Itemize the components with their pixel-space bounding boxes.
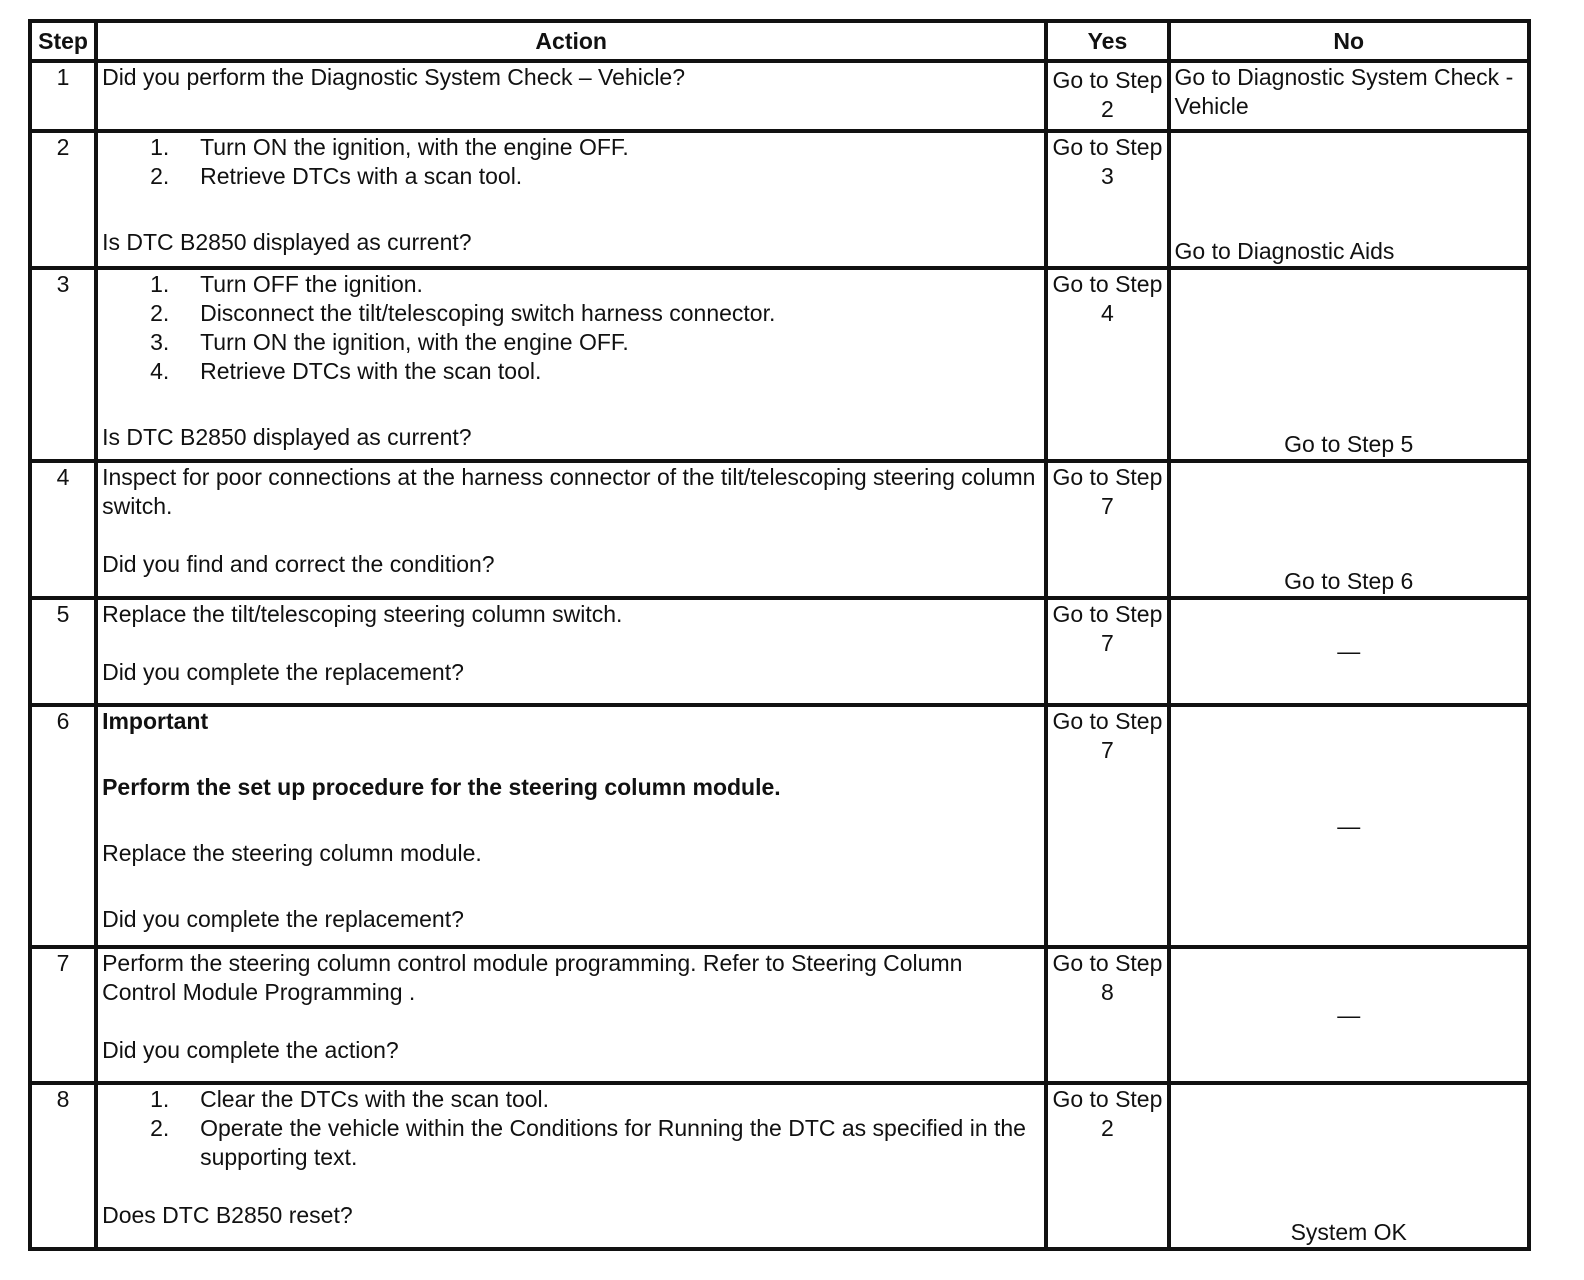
yes-cell: Go to Step 7 (1046, 705, 1168, 947)
no-cell: Go to Diagnostic System Check - Vehicle (1169, 61, 1530, 131)
action-cell (96, 461, 1046, 598)
table-row (30, 947, 1529, 1083)
header-step: Step (30, 21, 96, 61)
yes-cell: Go to Step 2 (1046, 1083, 1168, 1249)
action-cell (96, 947, 1046, 1083)
no-cell: Go to Step 5 (1169, 268, 1530, 461)
table-row (30, 1083, 1529, 1249)
table-header-row (30, 21, 1529, 61)
action-text: Inspect for poor connections at the harness connector of the tilt/telescoping steering column switch. (102, 464, 1036, 519)
action-text: Did you perform the Diagnostic System Check – Vehicle? (102, 64, 686, 90)
no-cell: Go to Diagnostic Aids (1169, 131, 1530, 268)
table-row (30, 598, 1529, 705)
list-item: Turn ON the ignition, with the engine OFF. (200, 134, 629, 160)
step-number: 8 (30, 1083, 96, 1249)
table-row (30, 61, 1529, 131)
action-cell (96, 131, 1046, 268)
action-question: Did you complete the action? (102, 1037, 399, 1063)
step-number: 2 (30, 131, 96, 268)
no-cell: — (1169, 598, 1530, 705)
action-cell (96, 705, 1046, 947)
no-cell: Go to Step 6 (1169, 461, 1530, 598)
step-number: 6 (30, 705, 96, 947)
action-cell (96, 268, 1046, 461)
no-cell: — (1169, 947, 1530, 1083)
action-question: Did you complete the replacement? (102, 659, 464, 685)
list-item: Retrieve DTCs with the scan tool. (200, 358, 542, 384)
important-label: Important (102, 708, 209, 734)
list-item: Disconnect the tilt/telescoping switch harness connector. (200, 300, 776, 326)
action-cell (96, 598, 1046, 705)
step-number: 7 (30, 947, 96, 1083)
list-item: Turn ON the ignition, with the engine OFF. (200, 329, 629, 355)
list-item: Retrieve DTCs with a scan tool. (200, 163, 523, 189)
yes-cell: Go to Step 8 (1046, 947, 1168, 1083)
table-row (30, 461, 1529, 598)
yes-cell: Go to Step 7 (1046, 598, 1168, 705)
step-number: 1 (30, 61, 96, 131)
action-question: Is DTC B2850 displayed as current? (102, 424, 472, 450)
yes-cell: Go to Step 3 (1046, 131, 1168, 268)
header-no: No (1169, 21, 1530, 61)
list-item: Clear the DTCs with the scan tool. (200, 1086, 550, 1112)
action-text: Replace the tilt/telescoping steering column switch. (102, 601, 623, 627)
table-row (30, 705, 1529, 947)
list-item: Turn OFF the ignition. (200, 271, 423, 297)
action-cell (96, 1083, 1046, 1249)
no-cell: — (1169, 705, 1530, 947)
diagnostic-table (28, 19, 1531, 1251)
yes-cell: Go to Step 2 (1046, 61, 1168, 131)
yes-cell: Go to Step 7 (1046, 461, 1168, 598)
action-text: Replace the steering column module. (102, 840, 482, 866)
table-row (30, 131, 1529, 268)
substep-list (102, 270, 1040, 386)
list-item: Operate the vehicle within the Conditions for Running the DTC as specified in the supporting text. (200, 1115, 1026, 1170)
action-question: Is DTC B2850 displayed as current? (102, 229, 472, 255)
action-question: Did you find and correct the condition? (102, 551, 495, 577)
step-number: 4 (30, 461, 96, 598)
action-text: Perform the steering column control module programming. Refer to Steering Column Control Module Programming . (102, 950, 963, 1005)
no-cell: System OK (1169, 1083, 1530, 1249)
step-number: 5 (30, 598, 96, 705)
action-cell (96, 61, 1046, 131)
substep-list (102, 1085, 1040, 1172)
important-note: Perform the set up procedure for the steering column module. (102, 774, 781, 800)
action-question: Did you complete the replacement? (102, 906, 464, 932)
header-action: Action (96, 21, 1046, 61)
substep-list (102, 133, 1040, 191)
action-question: Does DTC B2850 reset? (102, 1202, 353, 1228)
header-yes: Yes (1046, 21, 1168, 61)
table-row (30, 268, 1529, 461)
step-number: 3 (30, 268, 96, 461)
yes-cell: Go to Step 4 (1046, 268, 1168, 461)
